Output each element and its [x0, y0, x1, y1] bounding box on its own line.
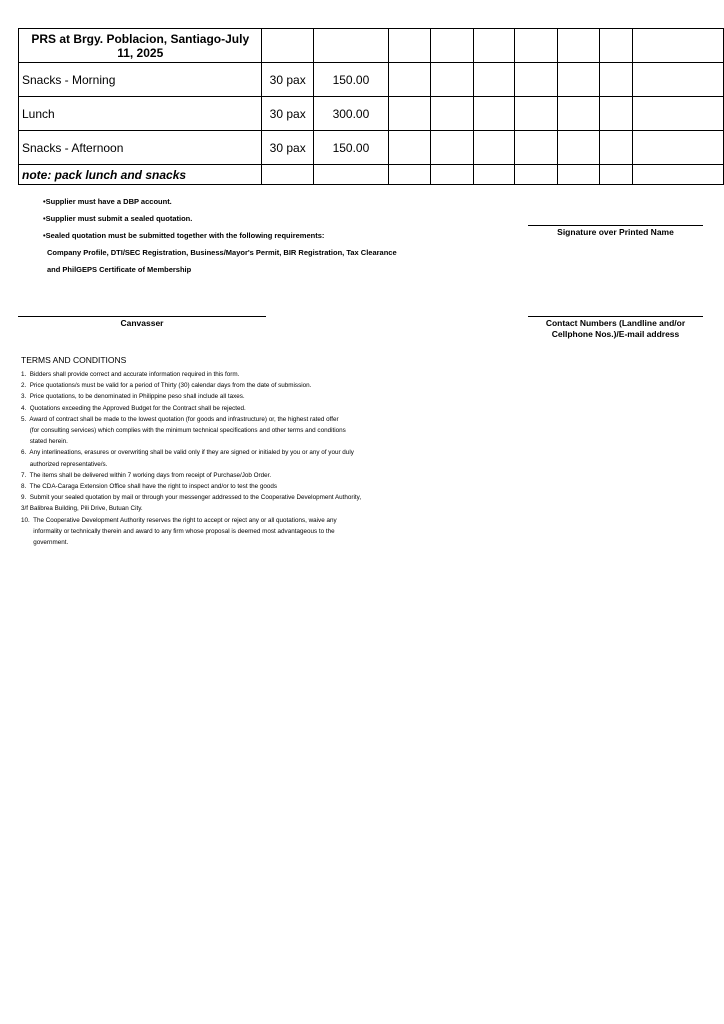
terms-line: government. [21, 539, 69, 547]
table-cell [388, 131, 430, 165]
contact-line [528, 316, 703, 317]
table-cell [633, 29, 724, 63]
table-cell [473, 63, 515, 97]
table-cell [313, 29, 388, 63]
table-header-title: PRS at Brgy. Poblacion, Santiago-July 11, 2025 [19, 29, 262, 63]
table-cell [430, 131, 473, 165]
table-cell [473, 131, 515, 165]
table-cell [599, 131, 632, 165]
signature-label: Signature over Printed Name [557, 227, 674, 237]
table-cell [473, 165, 515, 185]
table-cell [473, 97, 515, 131]
table-cell [515, 97, 558, 131]
table-cell [262, 29, 313, 63]
terms-line: informality or technically therein and award to any firm whose proposal is deemed most advantageous to the [21, 527, 335, 535]
canvasser-line [18, 316, 266, 317]
item-name: Snacks - Morning [19, 63, 262, 97]
terms-line: 6. Any interlineations, erasures or overwriting shall be valid only if they are signed or initialed by you or any of your duly [21, 449, 354, 457]
table-row [19, 97, 724, 131]
table-cell [515, 131, 558, 165]
table-cell [388, 29, 430, 63]
table-cell [430, 63, 473, 97]
item-name: Snacks - Afternoon [19, 131, 262, 165]
terms-line: (for consulting services) which complies with the minimum technical specifications and other terms and conditions [21, 427, 346, 435]
terms-line: stated herein. [21, 438, 68, 446]
table-cell [558, 165, 600, 185]
item-unit: 30 pax [262, 131, 313, 165]
table-cell [633, 97, 724, 131]
table-row [19, 63, 724, 97]
table-cell [515, 63, 558, 97]
table-cell [515, 29, 558, 63]
table-cell [599, 165, 632, 185]
terms-title: TERMS AND CONDITIONS [21, 355, 127, 365]
signature-line [528, 225, 703, 226]
table-cell [473, 29, 515, 63]
table-cell [558, 97, 600, 131]
requirement-item: and PhilGEPS Certificate of Membership [47, 265, 192, 274]
contact-label-line2: Cellphone Nos.)/E-mail address [551, 329, 680, 339]
table-cell [388, 97, 430, 131]
requirement-item: •Supplier must submit a sealed quotation. [43, 214, 193, 223]
contact-label [528, 318, 703, 340]
table-cell [633, 165, 724, 185]
table-cell [430, 29, 473, 63]
table-cell [633, 63, 724, 97]
requirement-item: •Sealed quotation must be submitted together with the following requirements: [43, 231, 325, 240]
table-cell [599, 29, 632, 63]
table-cell [558, 63, 600, 97]
terms-list [21, 369, 361, 548]
table-cell [599, 97, 632, 131]
item-unit: 30 pax [262, 63, 313, 97]
requirement-item: Company Profile, DTI/SEC Registration, Business/Mayor's Permit, BIR Registration, Tax Clearance [47, 248, 397, 257]
terms-line: 3/f Balibrea Building, Pili Drive, Butuan City. [21, 505, 143, 513]
item-cost: 300.00 [313, 97, 388, 131]
table-note-row [19, 165, 724, 185]
canvasser-label: Canvasser [120, 318, 164, 328]
terms-line: 2. Price quotations/s must be valid for a period of Thirty (30) calendar days from the date of submission. [21, 382, 312, 390]
table-cell [558, 131, 600, 165]
terms-line: 10. The Cooperative Development Authority reserves the right to accept or reject any or all quotations, waive any [21, 516, 337, 524]
terms-line: 7. The items shall be delivered within 7 working days from receipt of Purchase/Job Order. [21, 471, 272, 479]
requirement-item: •Supplier must have a DBP account. [43, 197, 172, 206]
terms-line: 5. Award of contract shall be made to the lowest quotation (for goods and infrastructure) or, the highest rated offer [21, 415, 339, 423]
table-cell [515, 165, 558, 185]
terms-line: 3. Price quotations, to be denominated in Philippine peso shall include all taxes. [21, 393, 245, 401]
table-cell [313, 165, 388, 185]
terms-line: 1. Bidders shall provide correct and accurate information required in this form. [21, 371, 240, 378]
table-cell [633, 131, 724, 165]
table-note: note: pack lunch and snacks [19, 165, 262, 185]
table-cell [388, 63, 430, 97]
item-name: Lunch [19, 97, 262, 131]
terms-line: 9. Submit your sealed quotation by mail or through your messenger addressed to the Cooperative Development Authority, [21, 494, 362, 502]
table-cell [558, 29, 600, 63]
table-cell [430, 165, 473, 185]
item-cost: 150.00 [313, 63, 388, 97]
terms-line: authorized representative/s. [21, 460, 108, 468]
item-unit: 30 pax [262, 97, 313, 131]
table-cell [430, 97, 473, 131]
terms-line: 8. The CDA-Caraga Extension Office shall have the right to inspect and/or to test the goods [21, 483, 277, 491]
table-header-row [19, 29, 724, 63]
item-cost: 150.00 [313, 131, 388, 165]
table-cell [262, 165, 313, 185]
table-cell [388, 165, 430, 185]
quotation-table [18, 28, 724, 185]
table-cell [599, 63, 632, 97]
table-row [19, 131, 724, 165]
contact-label-line1: Contact Numbers (Landline and/or [545, 318, 686, 328]
terms-line: 4. Quotations exceeding the Approved Budget for the Contract shall be rejected. [21, 404, 246, 412]
